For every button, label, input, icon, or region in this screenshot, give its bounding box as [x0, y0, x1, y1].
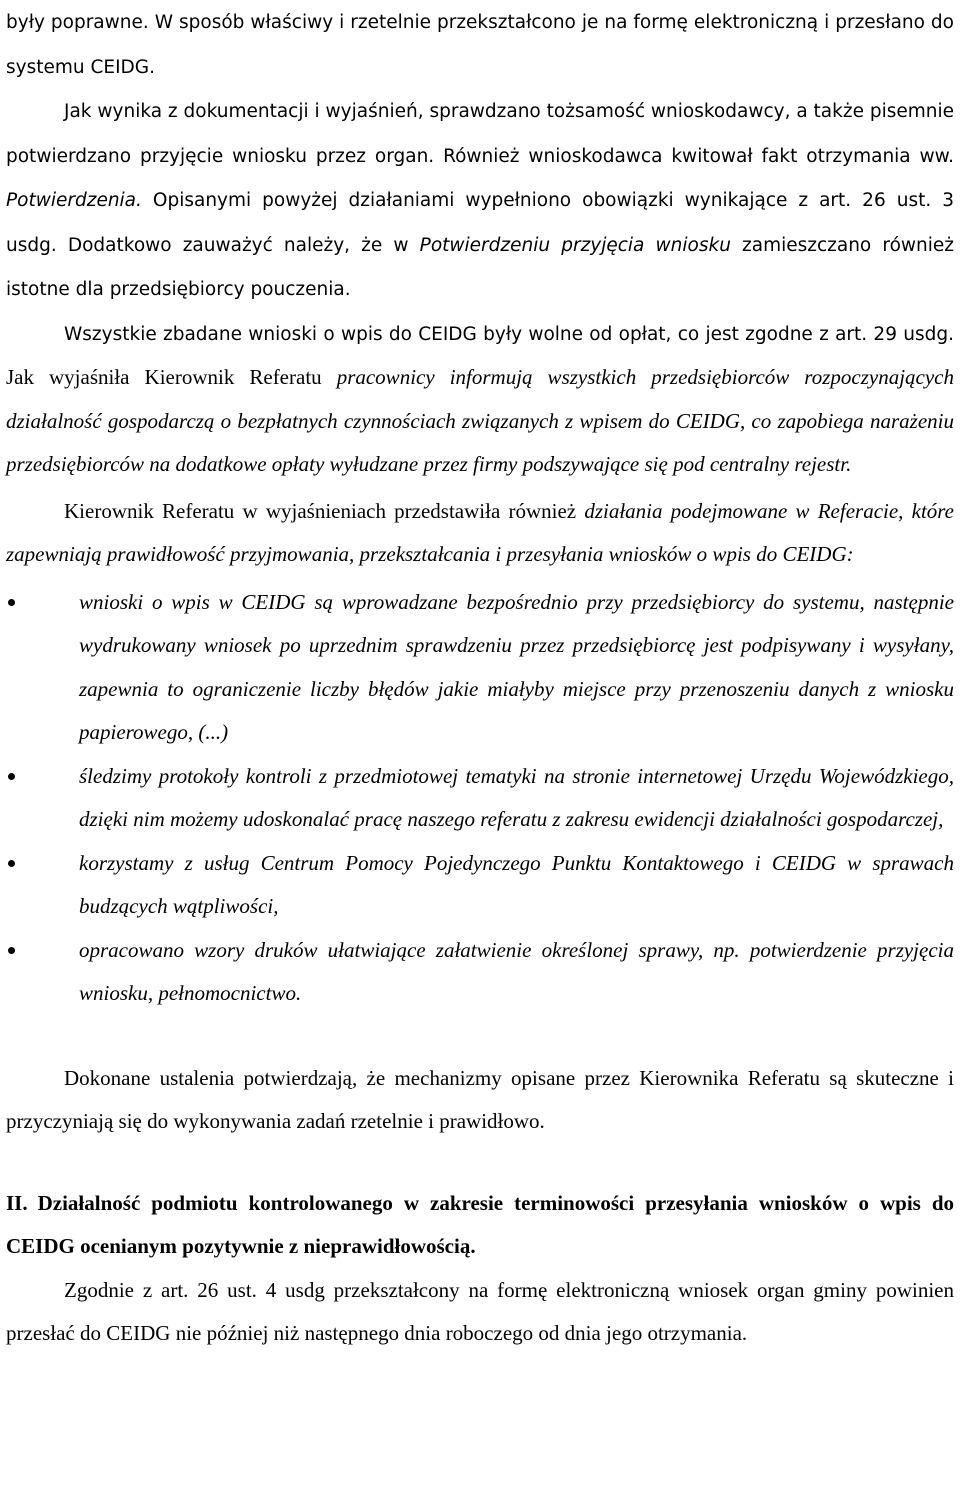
paragraph-text: Jak wyjaśniła Kierownik Referatu [6, 365, 337, 389]
paragraph-text: Kierownik Referatu w wyjaśnieniach przedstawiła również [64, 498, 585, 523]
list-item-text: śledzimy protokoły kontroli z przedmiotowej tematyki na stronie internetowej Urzędu Wojewódzkiego, dzięki nim możemy udoskonalać pracę naszego referatu z zakresu ewidencji działalności gospodarczej, [79, 763, 954, 831]
paragraph-text: Zgodnie z art. 26 ust. 4 usdg przekształcony na formę elektroniczną wniosek organ gminy powinien przesłać do CEIDG nie później niż następnego dnia roboczego od dnia jego otrzymania. [6, 1277, 954, 1345]
paragraph-text: Wszystkie zbadane wnioski o wpis do CEIDG były wolne od opłat, co jest zgodne z art. 29 usdg. [64, 323, 954, 345]
list-item [6, 755, 954, 842]
bullet-icon [8, 947, 15, 954]
paragraph-text: Dokonane ustalenia potwierdzają, że mechanizmy opisane przez Kierownika Referatu są skuteczne i przyczyniają się do wykonywania zadań rzetelnie i prawidłowo. [6, 1065, 954, 1133]
paragraph-intro [6, 0, 954, 89]
italic-quote: działania podejmowane w Referacie, które zapewniają prawidłowość przyjmowania, przekształcania i przesyłania wniosków o wpis do CEIDG: [6, 498, 954, 566]
bullet-icon [8, 860, 15, 867]
paragraph-text: Jak wynika z dokumentacji i wyjaśnień, sprawdzano tożsamość wnioskodawcy, a także pisemnie potwierdzano przyjęcie wniosku przez organ. Również wnioskodawca kwitował fakt otrzymania ww. [6, 101, 954, 167]
document-page [6, 0, 954, 1356]
list-item [6, 842, 954, 929]
bullet-icon [8, 773, 15, 780]
bullet-icon [8, 599, 15, 606]
list-item-text: wnioski o wpis w CEIDG są wprowadzane bezpośrednio przy przedsiębiorcy do systemu, następnie wydrukowany wniosek po uprzednim sprawdzeniu przez przedsiębiorcę jest podpisywany i wysyłany, zapewnia to ograniczenie liczby błędów jakie miałyby miejsce przy przenoszeniu danych z wniosku papierowego, (...) [79, 589, 954, 744]
paragraph-identity-verification [6, 89, 954, 312]
list-item-text: opracowano wzory druków ułatwiające załatwienie określonej sprawy, np. potwierdzenie przyjęcia wniosku, pełnomocnictwo. [79, 937, 954, 1005]
paragraph-fees [6, 312, 954, 487]
paragraph-actions-intro [6, 490, 954, 577]
paragraph-deadline [6, 1269, 954, 1356]
paragraph-findings [6, 1057, 954, 1144]
list-item [6, 929, 954, 1016]
italic-quote: pracownicy informują wszystkich przedsiębiorców rozpoczynających działalność gospodarczą o bezpłatnych czynnościach związanych z wpisem do CEIDG, co zapobiega narażeniu przedsiębiorców na dodatkowe opłaty wyłudzane przez firmy podszywające się pod centralny rejestr. [6, 365, 954, 476]
italic-term: Potwierdzeniu przyjęcia wniosku [419, 234, 731, 256]
paragraph-text: były poprawne. W sposób właściwy i rzetelnie przekształcono je na formę elektroniczną i przesłano do systemu CEIDG. [6, 12, 954, 78]
section-title: Działalność podmiotu kontrolowanego w zakresie terminowości przesyłania wniosków o wpis do CEIDG ocenianym pozytywnie z nieprawidłowością. [6, 1190, 954, 1258]
italic-term: Potwierdzenia. [6, 190, 142, 211]
list-item [6, 581, 954, 755]
list-item-text: korzystamy z usług Centrum Pomocy Pojedynczego Punktu Kontaktowego i CEIDG w sprawach budzących wątpliwości, [79, 850, 954, 918]
actions-list [6, 581, 954, 1016]
section-heading [6, 1182, 954, 1269]
paragraph-text: zamieszczano również istotne dla przedsiębiorcy pouczenia. [6, 234, 954, 300]
section-number: II. [6, 1190, 28, 1215]
paragraph-text: Opisanymi powyżej działaniami wypełniono obowiązki wynikające z art. 26 ust. 3 usdg. Dodatkowo zauważyć należy, że w [6, 190, 954, 256]
